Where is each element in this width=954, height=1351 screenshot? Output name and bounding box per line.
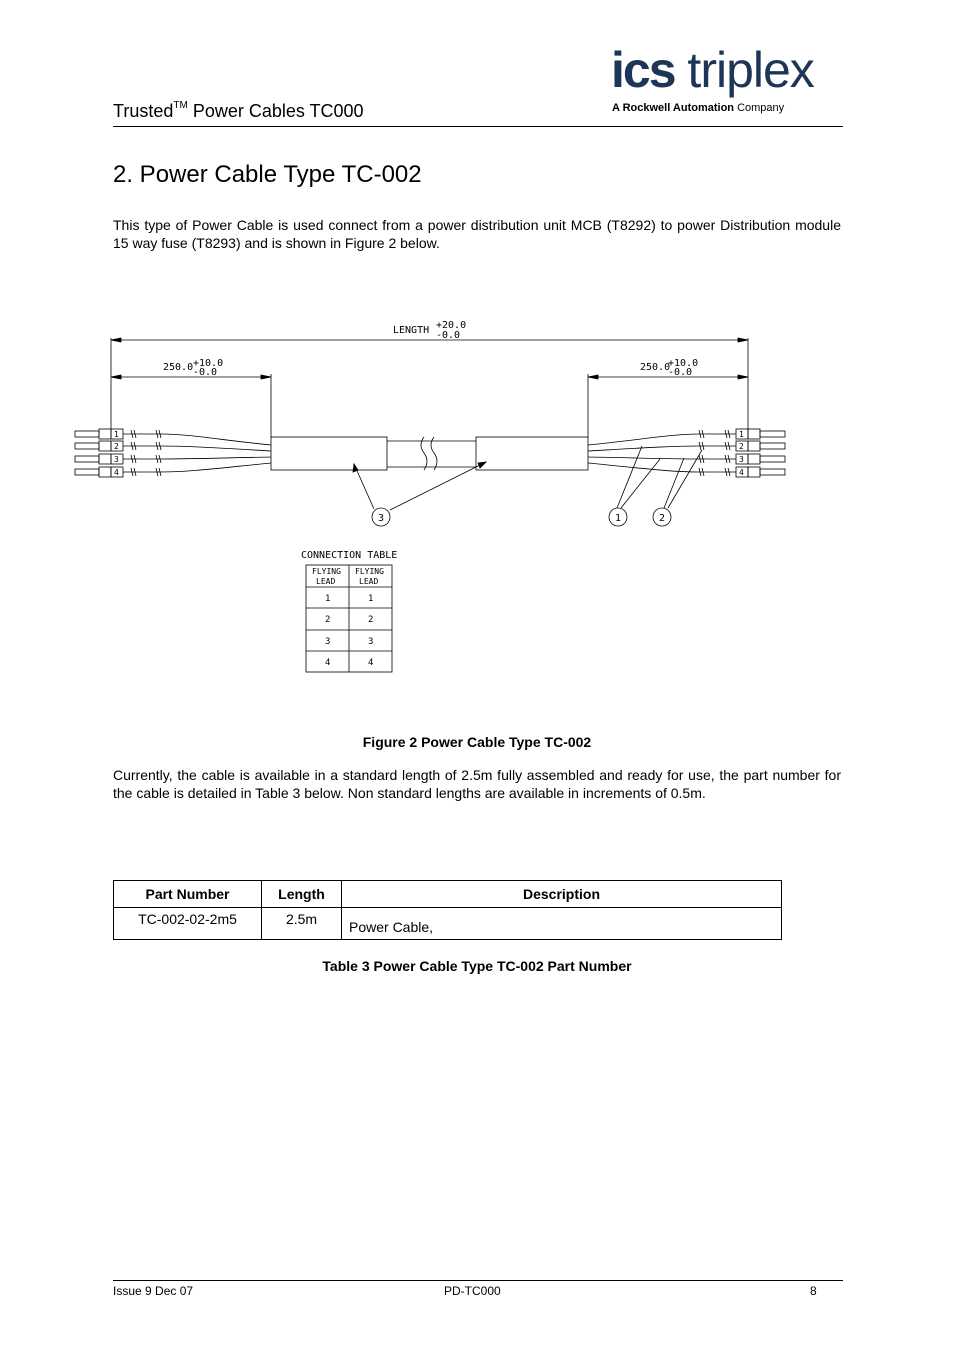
footer-issue: Issue 9 Dec 07 <box>113 1284 194 1298</box>
right-end-tolerance-plus: +10.0 <box>668 358 699 369</box>
length-label: LENGTH <box>393 325 430 336</box>
part-number-table <box>113 880 782 940</box>
arrow-head <box>478 462 486 468</box>
connection-table-cell: 2 <box>325 615 331 625</box>
balloon-label: 2 <box>659 513 666 524</box>
arrow-head <box>111 338 121 342</box>
table-row <box>114 908 782 940</box>
break-mark <box>431 437 437 470</box>
connection-table-cell: 2 <box>368 615 374 625</box>
connection-table-header: LEAD <box>316 577 336 586</box>
left-lead-number: 2 <box>114 442 119 451</box>
column-header-length: Length <box>262 881 342 908</box>
right-lead-number: 2 <box>739 442 744 451</box>
left-end-tolerance-minus: -0.0 <box>193 367 218 378</box>
column-header-description: Description <box>342 881 782 908</box>
connection-table-cell: 3 <box>325 637 331 647</box>
right-lead-number: 4 <box>739 468 744 477</box>
left-flying-leads <box>75 429 271 477</box>
header-rule <box>113 126 843 127</box>
intro-paragraph: This type of Power Cable is used connect from a power distribution unit MCB (T8292) to power Distribution module 15 way fuse (T8293) and is shown in Figure 2 below. <box>113 217 841 251</box>
logo-wordmark: ics triplex <box>611 42 814 98</box>
figure-caption: Figure 2 Power Cable Type TC-002 <box>362 734 592 750</box>
arrow-head <box>261 375 271 379</box>
left-lead-number: 1 <box>114 430 119 439</box>
left-lead-number: 4 <box>114 468 119 477</box>
left-end-tolerance-plus: +10.0 <box>193 358 224 369</box>
cell-part-number: TC-002-02-2m5 <box>114 908 262 940</box>
table-caption: Table 3 Power Cable Type TC-002 Part Number <box>322 958 632 974</box>
availability-paragraph: Currently, the cable is available in a standard length of 2.5m fully assembled and ready for use, the part number for the cable is detailed in Table 3 below. Non standard lengths are available in increments of 0.5m. <box>113 767 841 801</box>
arrow-head <box>588 375 598 379</box>
cell-description: Power Cable, <box>342 908 782 940</box>
arrow-head <box>738 338 748 342</box>
balloon-label: 3 <box>378 513 385 524</box>
connection-table-header: LEAD <box>359 577 379 586</box>
right-end-dimension: 250.0 <box>640 362 671 373</box>
right-lead-number: 3 <box>739 455 744 464</box>
left-lead-number: 3 <box>114 455 119 464</box>
footer-document-id: PD-TC000 <box>444 1284 501 1298</box>
connection-table-cell: 1 <box>368 594 374 604</box>
connection-table-cell: 4 <box>325 658 331 668</box>
connection-table-header: FLYING <box>355 567 384 576</box>
cable-sheath-right <box>476 437 588 470</box>
connection-table-cell: 4 <box>368 658 374 668</box>
right-end-tolerance-minus: -0.0 <box>668 367 693 378</box>
connection-table-header: FLYING <box>312 567 341 576</box>
footer-rule <box>113 1280 843 1281</box>
cable-sheath-left <box>271 437 387 470</box>
document-header-title: Trusted™ Power Cables TC000 <box>113 100 364 121</box>
leader-line <box>664 458 684 508</box>
right-lead-number: 1 <box>739 430 744 439</box>
table-header-row <box>114 881 782 908</box>
leader-line <box>617 446 642 508</box>
connection-table-cell: 3 <box>368 637 374 647</box>
arrow-head <box>738 375 748 379</box>
break-mark <box>421 437 427 470</box>
footer-page-number: 8 <box>810 1284 817 1298</box>
balloon-label: 1 <box>615 513 622 524</box>
cell-length: 2.5m <box>262 908 342 940</box>
section-heading: 2. Power Cable Type TC-002 <box>113 161 422 188</box>
right-flying-leads <box>588 429 785 477</box>
left-end-dimension: 250.0 <box>163 362 194 373</box>
length-tolerance-plus: +20.0 <box>436 320 467 331</box>
arrow-head <box>111 375 121 379</box>
leader-line <box>390 462 486 510</box>
connection-table-cell: 1 <box>325 594 331 604</box>
connection-table-title: CONNECTION TABLE <box>301 550 398 561</box>
logo-tagline: A Rockwell Automation Company <box>612 102 785 114</box>
column-header-part-number: Part Number <box>114 881 262 908</box>
cable-drawing <box>0 300 954 690</box>
company-logo <box>611 40 843 120</box>
length-tolerance-minus: -0.0 <box>436 330 461 341</box>
